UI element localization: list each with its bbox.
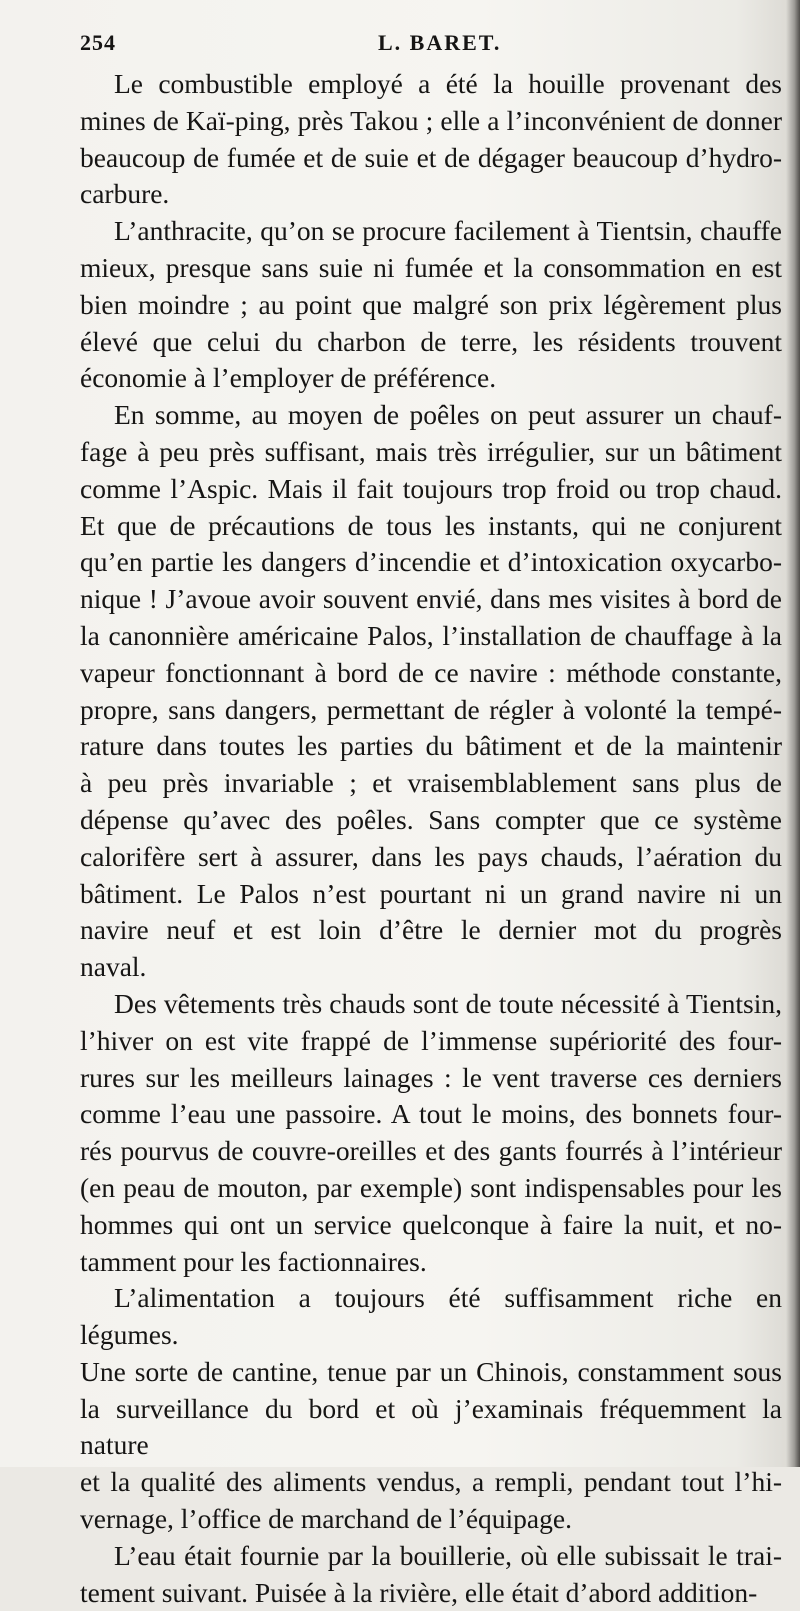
paragraph <box>80 1280 782 1538</box>
page-header <box>80 30 780 66</box>
text-line: qu’en partie les dangers d’incendie et d’intoxication oxycarbo- <box>80 546 782 578</box>
text-line: fage à peu près suffisant, mais très irrégulier, sur un bâtiment <box>80 435 782 467</box>
text-line: L’anthracite, qu’on se procure facilement à Tientsin, chauffe <box>114 215 782 247</box>
page-edge-shadow <box>786 0 800 1467</box>
text-line: rature dans toutes les parties du bâtiment et de la maintenir <box>80 730 782 762</box>
text-line: L’eau était fournie par la bouillerie, où elle subissait le trai- <box>114 1539 782 1571</box>
text-line: En somme, au moyen de poêles on peut assurer un chauf- <box>114 399 782 431</box>
text-line: calorifère sert à assurer, dans les pays chauds, l’aération du <box>80 840 782 872</box>
running-head: L. BARET. <box>378 30 502 55</box>
page-number: 254 <box>80 30 116 55</box>
text-line: Et que de précautions de tous les instants, qui ne conjurent <box>80 509 782 541</box>
text-line: bâtiment. Le Palos n’est pourtant ni un grand navire ni un <box>80 877 782 909</box>
text-line: Une sorte de cantine, tenue par un Chinois, constamment sous <box>80 1355 782 1387</box>
text-line: tement suivant. Puisée à la rivière, elle était d’abord addition- <box>80 1576 758 1608</box>
paragraph <box>80 213 782 397</box>
text-line: vapeur fonctionnant à bord de ce navire : méthode constante, <box>80 656 782 688</box>
text-line: économie à l’employer de préférence. <box>80 362 497 394</box>
text-line: comme l’Aspic. Mais il fait toujours trop froid ou trop chaud. <box>80 472 782 504</box>
text-line: rures sur les meilleurs lainages : le vent traverse ces derniers <box>80 1061 782 1093</box>
text-line: la canonnière américaine Palos, l’installation de chauffage à la <box>80 619 782 651</box>
text-line: tamment pour les factionnaires. <box>80 1245 427 1277</box>
text-line: et la qualité des aliments vendus, a rempli, pendant tout l’hi- <box>80 1466 782 1498</box>
text-line: vernage, l’office de marchand de l’équipage. <box>80 1503 572 1535</box>
text-line: comme l’eau une passoire. A tout le moins, des bonnets four- <box>80 1098 782 1130</box>
text-line: mines de Kaï-ping, près Takou ; elle a l’inconvénient de donner <box>80 104 782 136</box>
text-line: l’hiver on est vite frappé de l’immense supériorité des four- <box>80 1024 782 1056</box>
text-line: carbure. <box>80 178 170 210</box>
text-line: bien moindre ; au point que malgré son prix légèrement plus <box>80 288 782 320</box>
text-line: à peu près invariable ; et vraisemblablement sans plus de <box>80 767 782 799</box>
text-line: rés pourvus de couvre-oreilles et des gants fourrés à l’intérieur <box>80 1135 782 1167</box>
text-line: beaucoup de fumée et de suie et de dégager beaucoup d’hydro- <box>80 141 782 173</box>
text-line: mieux, presque sans suie ni fumée et la consommation en est <box>80 251 782 283</box>
text-line: naval. <box>80 951 147 983</box>
text-line: Le combustible employé a été la houille provenant des <box>114 68 782 99</box>
text-line: L’alimentation a toujours été suffisamment riche en légumes. <box>80 1282 782 1351</box>
text-line: navire neuf et est loin d’être le dernier mot du progrès <box>80 914 782 946</box>
body-text <box>80 66 782 1611</box>
text-line: nique ! J’avoue avoir souvent envié, dans mes visites à bord de <box>80 583 782 615</box>
text-line: hommes qui ont un service quelconque à faire la nuit, et no- <box>80 1208 782 1240</box>
paragraph <box>80 1538 782 1611</box>
text-line: dépense qu’avec des poêles. Sans compter que ce système <box>80 803 782 835</box>
paragraph <box>80 66 782 213</box>
text-line: Des vêtements très chauds sont de toute nécessité à Tientsin, <box>114 987 782 1019</box>
text-line: propre, sans dangers, permettant de régler à volonté la tempé- <box>80 693 782 725</box>
paragraph <box>80 397 782 986</box>
text-line: la surveillance du bord et où j’examinais fréquemment la nature <box>80 1392 782 1461</box>
paragraph <box>80 986 782 1280</box>
text-line: élevé que celui du charbon de terre, les résidents trouvent <box>80 325 782 357</box>
text-line: (en peau de mouton, par exemple) sont indispensables pour les <box>80 1171 782 1203</box>
